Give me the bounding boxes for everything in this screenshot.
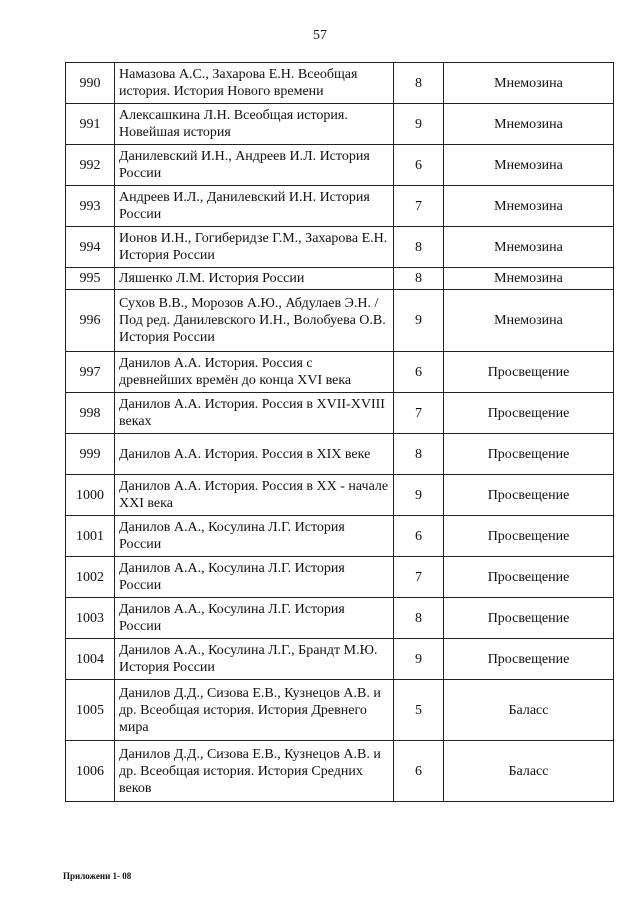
- row-grade: 6: [394, 352, 444, 393]
- table-row: [66, 598, 614, 639]
- row-publisher: Просвещение: [444, 557, 614, 598]
- row-publisher: Просвещение: [444, 352, 614, 393]
- table-row: [66, 268, 614, 290]
- row-number: 990: [66, 63, 115, 104]
- table-body: [66, 63, 614, 802]
- row-number: 1003: [66, 598, 115, 639]
- row-number: 997: [66, 352, 115, 393]
- table-row: [66, 104, 614, 145]
- row-grade: 8: [394, 598, 444, 639]
- row-title: Данилов А.А. История. Россия в XX - начале XXI века: [115, 475, 394, 516]
- table-row: [66, 352, 614, 393]
- table-row: [66, 290, 614, 352]
- row-number: 1006: [66, 741, 115, 802]
- row-grade: 7: [394, 393, 444, 434]
- row-publisher: Мнемозина: [444, 227, 614, 268]
- row-title: Данилов А.А. История. Россия с древнейших времён до конца XVI века: [115, 352, 394, 393]
- row-title: Данилевский И.Н., Андреев И.Л. История России: [115, 145, 394, 186]
- row-title: Намазова А.С., Захарова Е.Н. Всеобщая история. История Нового времени: [115, 63, 394, 104]
- row-number: 995: [66, 268, 115, 290]
- table-row: [66, 434, 614, 475]
- row-publisher: Просвещение: [444, 434, 614, 475]
- row-grade: 8: [394, 63, 444, 104]
- table-row: [66, 227, 614, 268]
- row-publisher: Мнемозина: [444, 268, 614, 290]
- table-row: [66, 639, 614, 680]
- row-publisher: Мнемозина: [444, 186, 614, 227]
- row-title: Данилов А.А. История. Россия в XVII-XVIII веках: [115, 393, 394, 434]
- row-grade: 7: [394, 186, 444, 227]
- row-number: 1002: [66, 557, 115, 598]
- table-row: [66, 63, 614, 104]
- row-number: 1005: [66, 680, 115, 741]
- row-title: Андреев И.Л., Данилевский И.Н. История России: [115, 186, 394, 227]
- row-title: Данилов А.А. История. Россия в XIX веке: [115, 434, 394, 475]
- footer-note: Приложени 1- 08: [63, 871, 132, 881]
- row-publisher: Просвещение: [444, 475, 614, 516]
- row-title: Данилов А.А., Косулина Л.Г. История России: [115, 557, 394, 598]
- row-number: 998: [66, 393, 115, 434]
- page-number: 57: [313, 28, 327, 43]
- row-grade: 5: [394, 680, 444, 741]
- row-title: Данилов Д.Д., Сизова Е.В., Кузнецов А.В. и др. Всеобщая история. История Средних веков: [115, 741, 394, 802]
- row-number: 992: [66, 145, 115, 186]
- row-number: 996: [66, 290, 115, 352]
- row-publisher: Мнемозина: [444, 145, 614, 186]
- table-row: [66, 741, 614, 802]
- row-grade: 8: [394, 227, 444, 268]
- row-title: Данилов А.А., Косулина Л.Г. История России: [115, 598, 394, 639]
- row-publisher: Баласс: [444, 680, 614, 741]
- table-row: [66, 516, 614, 557]
- textbook-table: [65, 62, 614, 802]
- row-title: Данилов А.А., Косулина Л.Г. История России: [115, 516, 394, 557]
- row-publisher: Баласс: [444, 741, 614, 802]
- row-title: Сухов В.В., Морозов А.Ю., Абдулаев Э.Н. / Под ред. Данилевского И.Н., Волобуева О.В. История России: [115, 290, 394, 352]
- row-number: 991: [66, 104, 115, 145]
- row-title: Данилов А.А., Косулина Л.Г., Брандт М.Ю. История России: [115, 639, 394, 680]
- table-row: [66, 680, 614, 741]
- table-row: [66, 475, 614, 516]
- row-title: Алексашкина Л.Н. Всеобщая история. Новейшая история: [115, 104, 394, 145]
- row-title: Данилов Д.Д., Сизова Е.В., Кузнецов А.В. и др. Всеобщая история. История Древнего мира: [115, 680, 394, 741]
- row-number: 994: [66, 227, 115, 268]
- row-title: Ионов И.Н., Гогиберидзе Г.М., Захарова Е.Н. История России: [115, 227, 394, 268]
- row-number: 993: [66, 186, 115, 227]
- row-publisher: Просвещение: [444, 639, 614, 680]
- table-row: [66, 393, 614, 434]
- row-grade: 8: [394, 434, 444, 475]
- table-row: [66, 186, 614, 227]
- row-number: 1001: [66, 516, 115, 557]
- row-grade: 6: [394, 145, 444, 186]
- table-row: [66, 145, 614, 186]
- row-publisher: Мнемозина: [444, 63, 614, 104]
- row-publisher: Мнемозина: [444, 290, 614, 352]
- row-grade: 8: [394, 268, 444, 290]
- row-title: Ляшенко Л.М. История России: [115, 268, 394, 290]
- row-grade: 9: [394, 475, 444, 516]
- row-publisher: Просвещение: [444, 393, 614, 434]
- row-number: 999: [66, 434, 115, 475]
- row-publisher: Просвещение: [444, 516, 614, 557]
- table-row: [66, 557, 614, 598]
- row-publisher: Просвещение: [444, 598, 614, 639]
- row-grade: 9: [394, 290, 444, 352]
- row-grade: 6: [394, 516, 444, 557]
- row-grade: 7: [394, 557, 444, 598]
- row-number: 1004: [66, 639, 115, 680]
- row-grade: 9: [394, 639, 444, 680]
- row-publisher: Мнемозина: [444, 104, 614, 145]
- row-grade: 9: [394, 104, 444, 145]
- row-grade: 6: [394, 741, 444, 802]
- row-number: 1000: [66, 475, 115, 516]
